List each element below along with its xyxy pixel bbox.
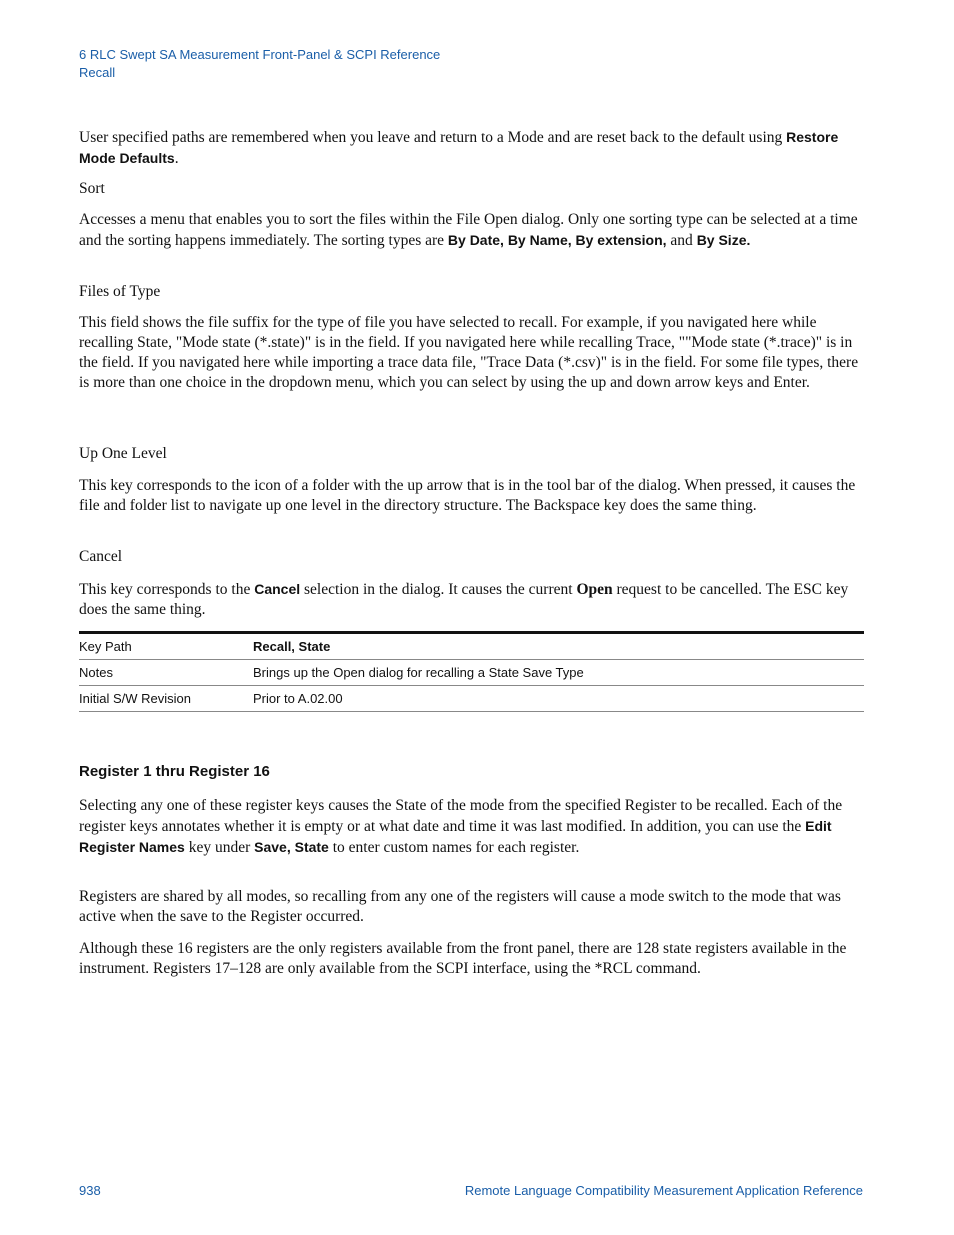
heading-cancel: Cancel: [79, 548, 123, 565]
paragraph-sort: Accesses a menu that enables you to sort the files within the File Open dialog. Only one sorting type can be selected at a time and the sorting happens immediately. The sorting types are By Date, By Name, By extension, and By Size.: [79, 211, 858, 249]
running-header-section: Recall: [79, 65, 116, 80]
table-key-cell: Initial S/W Revision: [79, 691, 191, 706]
page-number: 938: [79, 1183, 101, 1198]
section-heading-registers: Register 1 thru Register 16: [79, 763, 270, 780]
sort-types-bold: By Date, By Name, By extension,: [447, 232, 667, 248]
paragraph-files-of-type: This field shows the file suffix for the type of file you have selected to recall. For example, if you navigated here while recalling State, "Mode state (*.state)" is in the field. If you navigated here while recalling Trace, ""Mode state (*.trace)" is in the field. If you navigated here while importing a trace data file, "Trace Data (*.csv)" is in the field. For some file types, there is more than one choice in the dropdown menu, which you can select by using the up and down arrow keys and Enter.: [79, 314, 859, 391]
table-row: [79, 633, 864, 660]
heading-sort: Sort: [79, 180, 105, 197]
running-header-chapter: 6 RLC Swept SA Measurement Front-Panel & SCPI Reference: [79, 47, 441, 62]
table-key-cell: Key Path: [79, 639, 132, 654]
softkey-edit-register-names: Edit Register Names: [79, 818, 832, 855]
table-key-cell: Notes: [79, 665, 113, 680]
sort-by-size-bold: By Size.: [696, 232, 751, 248]
heading-up-one-level: Up One Level: [79, 445, 167, 462]
paragraph-user-paths: User specified paths are remembered when you leave and return to a Mode and are reset back to the default using Restore Mode Defaults.: [79, 129, 839, 167]
paragraph-registers-1: Selecting any one of these register keys causes the State of the mode from the specified Register to be recalled. Each of the register keys annotates whether it is empty or at what date and time it was last modified. In addition, you can use the Edit Register Names key under Save, State to enter custom names for each register.: [79, 797, 843, 856]
cancel-bold: Cancel: [254, 581, 301, 597]
table-value-cell: Brings up the Open dialog for recalling a State Save Type: [253, 665, 584, 680]
paragraph-up-one-level: This key corresponds to the icon of a folder with the up arrow that is in the tool bar of the dialog. When pressed, it causes the file and folder list to navigate up one level in the directory structure. The Backspace key does the same thing.: [79, 477, 856, 514]
paragraph-registers-3: Although these 16 registers are the only registers available from the front panel, there are 128 state registers available in the instrument. Registers 17–128 are only available from the SCPI interface, using the *RCL command.: [79, 940, 847, 977]
softkey-save-state: Save, State: [254, 839, 329, 855]
softkey-restore-mode-defaults: Restore Mode Defaults: [79, 129, 839, 166]
paragraph-registers-2: Registers are shared by all modes, so recalling from any one of the registers will cause a mode switch to the mode that was active when the save to the Register occurred.: [79, 888, 841, 925]
open-bold: Open: [576, 581, 613, 598]
table-row: [79, 686, 864, 712]
table-row: [79, 660, 864, 686]
table-value-cell: Recall, State: [253, 639, 331, 654]
heading-files-of-type: Files of Type: [79, 283, 161, 300]
paragraph-cancel: This key corresponds to the Cancel selection in the dialog. It causes the current Open request to be cancelled. The ESC key does the same thing.: [79, 581, 849, 618]
key-path-table: [79, 631, 864, 712]
table-value-cell: Prior to A.02.00: [253, 691, 343, 706]
footer-title: Remote Language Compatibility Measurement Application Reference: [464, 1183, 863, 1198]
